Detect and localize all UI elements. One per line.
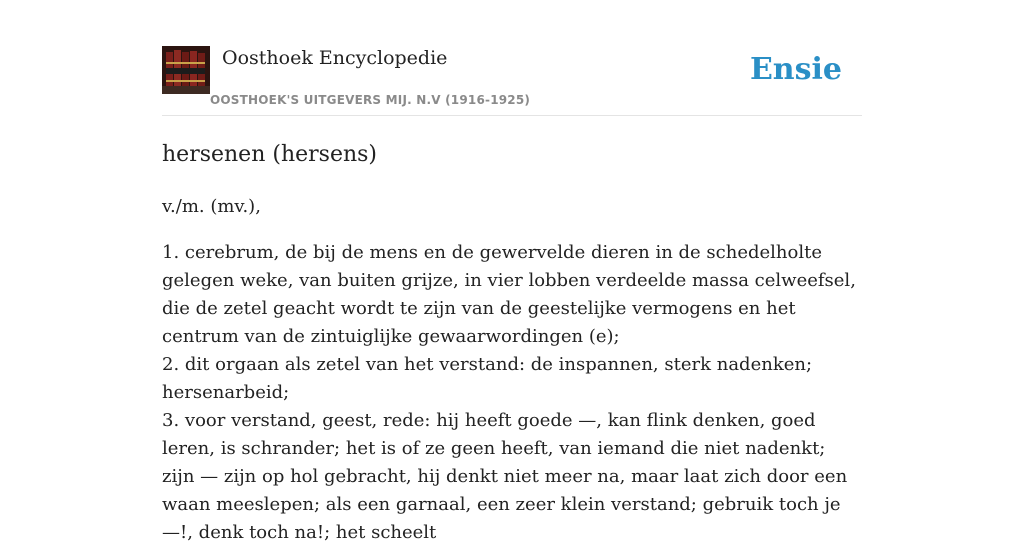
source-subtitle: OOSTHOEK'S UITGEVERS MIJ. N.V (1916-1925) (210, 93, 531, 107)
source-title[interactable]: Oosthoek Encyclopedie (222, 47, 448, 69)
definition-item: 3. voor verstand, geest, rede: hij heeft goede —, kan flink denken, goed leren, is schrander; het is of ze geen heeft, van iemand die niet nadenkt; zijn — zijn op hol gebracht, hij denkt niet meer na, maar laat zich door een waan meeslepen; als een garnaal, een zeer klein verstand; gebruik toch je —!, denk toch na!; het scheelt (162, 410, 848, 543)
book-spines-icon[interactable] (162, 46, 210, 94)
entry-title: hersenen (hersens) (162, 142, 378, 167)
entry-definition (162, 239, 862, 547)
site-header (162, 46, 862, 116)
definition-item: 1. cerebrum, de bij de mens en de gewervelde dieren in de schedelholte gelegen weke, van buiten grijze, in vier lobben verdeelde massa celweefsel, die de zetel geacht wordt te zijn van de geestelijke vermogens en het centrum van de zintuiglijke gewaarwordingen (e); (162, 242, 856, 347)
entry-grammar: v./m. (mv.), (162, 196, 261, 217)
definition-item: 2. dit orgaan als zetel van het verstand: de inspannen, sterk nadenken; hersenarbeid; (162, 354, 813, 403)
brand-logo[interactable]: Ensie (749, 52, 842, 87)
